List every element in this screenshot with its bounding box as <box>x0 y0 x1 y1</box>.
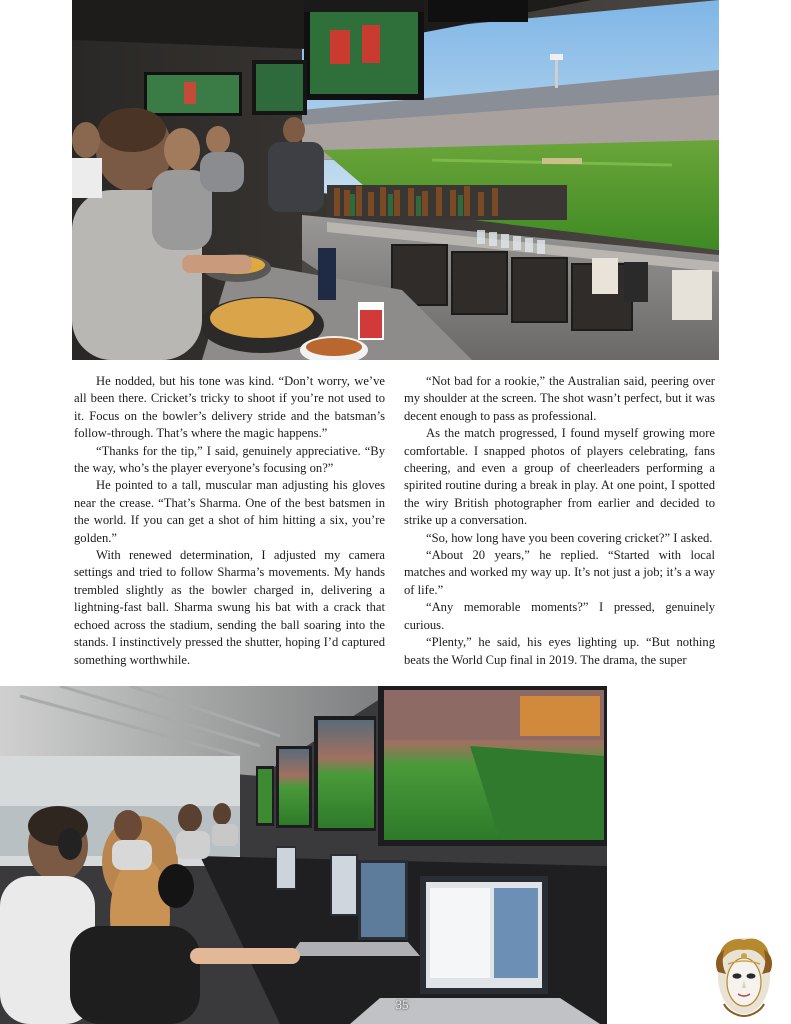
article-paragraph <box>74 373 385 443</box>
article-paragraph <box>404 425 715 529</box>
article-paragraph <box>74 547 385 669</box>
article-paragraph <box>404 373 715 425</box>
stadium-bar-photo <box>72 0 719 360</box>
paragraph-text: “So, how long have you been covering cricket?” I asked. <box>426 530 713 545</box>
paragraph-text: “About 20 years,” he replied. “Started with local matches and worked my way up. It’s not just a job; it’s a way of life.” <box>404 548 715 597</box>
paragraph-text: “Thanks for the tip,” I said, genuinely appreciative. “By the way, who’s the player everyone’s focusing on?” <box>74 443 385 476</box>
paragraph-text: “Not bad for a rookie,” the Australian said, peering over my shoulder at the screen. The shot wasn’t perfect, but it was decent enough to pass as professional. <box>404 374 715 423</box>
paragraph-text: He pointed to a tall, muscular man adjusting his gloves near the crease. “That’s Sharma. One of the best batsmen in the world. If you can get a shot of him hitting a six, you’re golden.” <box>74 478 385 545</box>
article-paragraph <box>404 547 715 599</box>
mask-icon <box>714 934 774 1018</box>
paragraph-text: “Any memorable moments?” I pressed, genuinely curious. <box>404 600 715 632</box>
article-paragraph <box>74 477 385 547</box>
page-number: 35 <box>395 997 409 1012</box>
paragraph-text: “Plenty,” he said, his eyes lighting up. “But nothing beats the World Cup final in 2019. The drama, the super <box>404 635 715 667</box>
article-paragraph <box>404 530 715 547</box>
article-paragraph <box>74 443 385 478</box>
article-paragraph <box>404 634 715 669</box>
paragraph-text: He nodded, but his tone was kind. “Don’t worry, we’ve all been there. Cricket’s tricky to shoot if you’re not used to it. Focus on the bowler’s delivery stride and the batsman’s follow-through. That’s where the magic happens.” <box>74 374 385 441</box>
venetian-mask-logo <box>714 934 774 1018</box>
stadium-bar-illustration <box>72 0 719 360</box>
article-left-column <box>74 373 385 669</box>
press-box-illustration <box>0 686 607 1024</box>
paragraph-text: As the match progressed, I found myself growing more comfortable. I snapped photos of players celebrating, fans cheering, and even a group of cheerleaders performing a spirited routine during a break in play. At one point, I spotted the wiry British photographer from earlier and decided to strike up a conversation. <box>404 426 715 528</box>
paragraph-text: With renewed determination, I adjusted my camera settings and tried to follow Sharma’s movements. My hands trembled slightly as the bowler charged in, delivering a lightning-fast ball. Sharma swung his bat with a crack that echoed across the stadium, sending the ball soaring into the stands. I instinctively pressed the shutter, hoping I’d captured something worthwhile. <box>74 548 385 667</box>
article-paragraph <box>404 599 715 634</box>
article-right-column <box>404 373 715 669</box>
press-box-photo <box>0 686 607 1024</box>
